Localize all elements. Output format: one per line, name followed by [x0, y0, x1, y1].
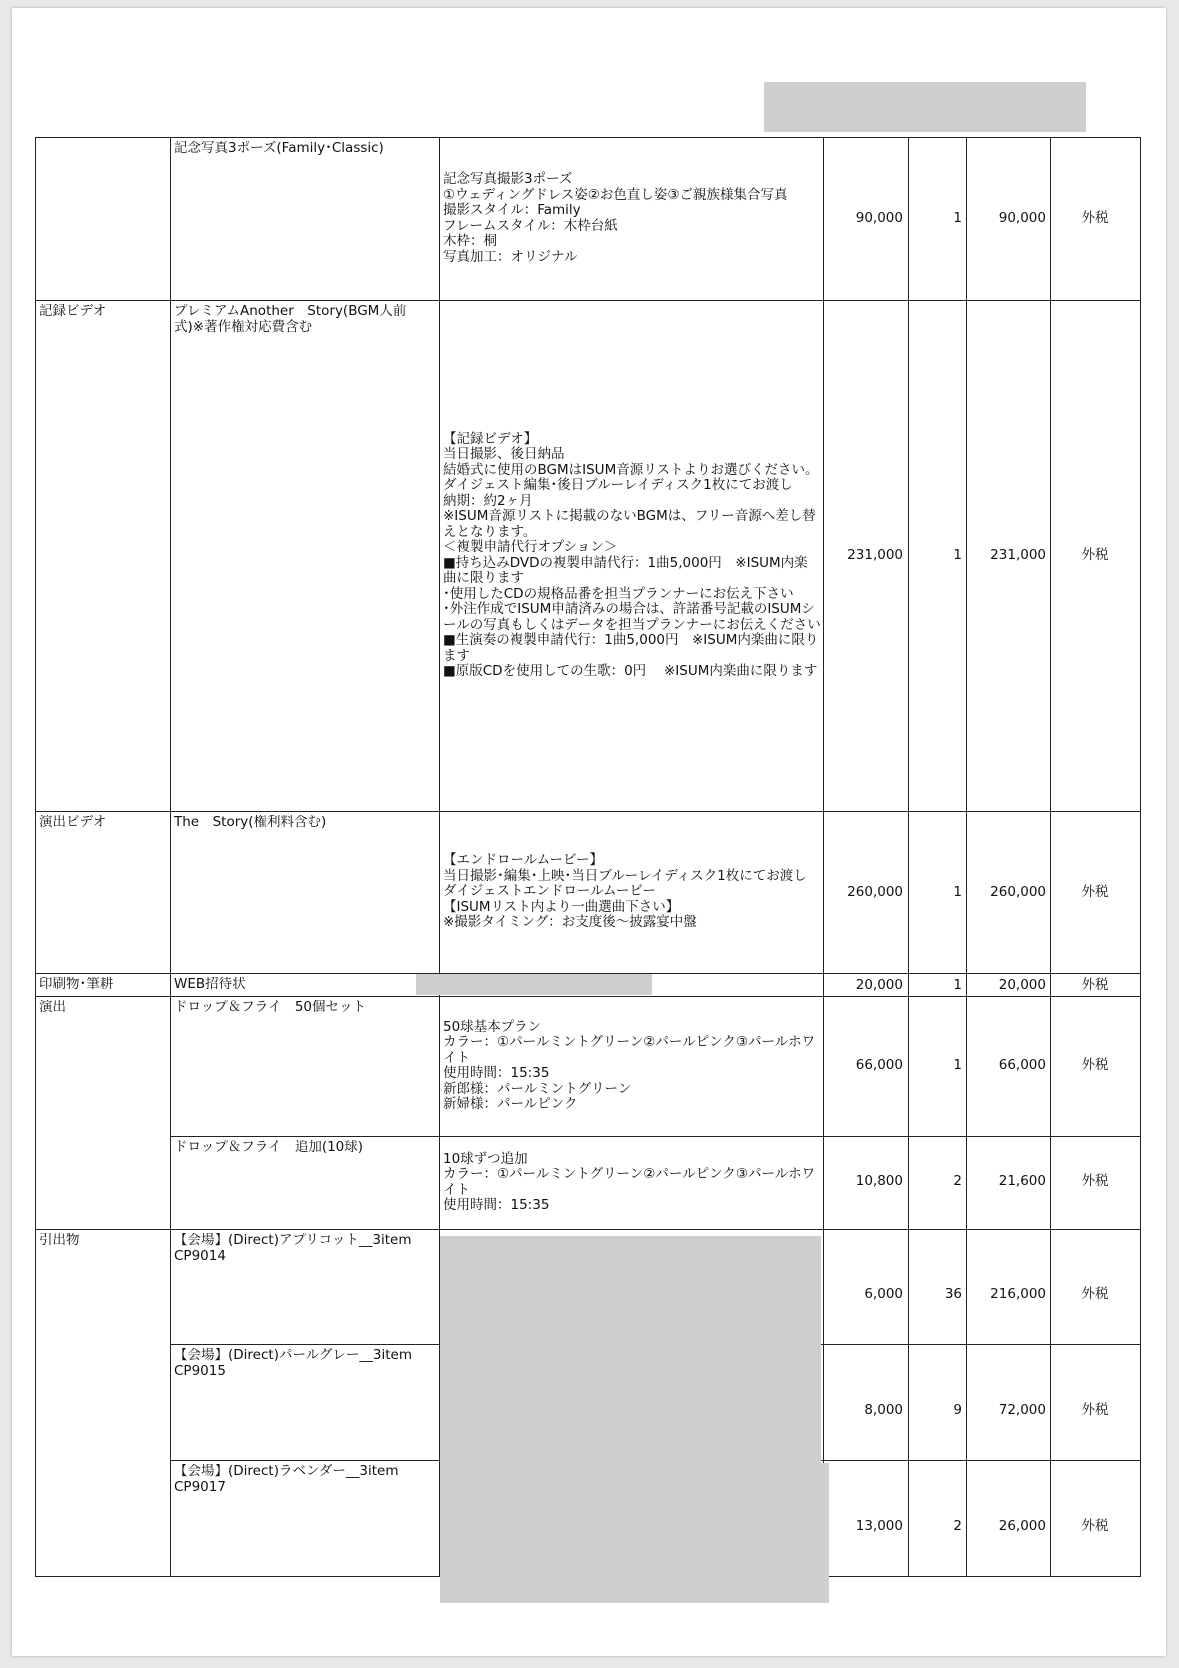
row-item-name: ドロップ＆フライ 追加(10球): [174, 1140, 364, 1155]
row-unit-price: 90,000: [855, 210, 903, 226]
row-category: 演出ビデオ: [39, 815, 107, 830]
row-unit-price: 20,000: [855, 977, 903, 993]
column-divider: [908, 137, 909, 1577]
row-unit-price: 13,000: [855, 1518, 903, 1534]
column-divider: [966, 137, 967, 1577]
row-quantity: 1: [953, 977, 962, 993]
row-amount: 231,000: [990, 547, 1046, 563]
row-item-name: 【会場】(Direct)パールグレー__3item CP9015: [174, 1348, 430, 1379]
row-item-name: プレミアムAnother Story(BGM人前式)※著作権対応費含む: [174, 304, 407, 335]
column-divider: [35, 137, 36, 1577]
redacted-header-block: [764, 82, 1086, 132]
row-quantity: 2: [953, 1173, 962, 1189]
row-unit-price: 8,000: [864, 1402, 903, 1418]
row-quantity: 1: [953, 210, 962, 226]
row-tax-type: 外税: [1081, 1518, 1109, 1534]
row-quantity: 1: [953, 884, 962, 900]
row-tax-type: 外税: [1081, 977, 1109, 993]
row-amount: 66,000: [998, 1057, 1046, 1073]
row-tax-type: 外税: [1081, 547, 1109, 563]
redacted-description: [440, 1236, 821, 1466]
redacted-description: [416, 974, 652, 995]
row-tax-type: 外税: [1081, 884, 1109, 900]
row-quantity: 9: [953, 1402, 962, 1418]
row-tax-type: 外税: [1081, 1286, 1109, 1302]
row-description: 10球ずつ追加 カラー：①パールミントグリーン②パールピンク③パールホワイト 使用時間：15:35: [443, 1150, 816, 1213]
row-description: 【記録ビデオ】 当日撮影、後日納品 結婚式に使用のBGMはISUM音源リストよりお選びください。 ダイジェスト編集･後日ブルーレイディスク1枚にてお渡し 納期：約2ヶ月 ※ISUM音源リストに掲載のないBGMは、フリー音源へ差し替えとなります。 ＜複製申請代行オプション＞ ■持ち込みDVDの複製申請代行：1曲5,000円 ※ISUM内楽曲に限ります ･使用したCDの規格品番を担当プランナーにお伝え下さい ･外注作成でISUM申請済みの場合は、許諾番号記載のISUMシールの写真もしくはデータを担当プランナーにお伝えください ■生演奏の複製申請代行：1曲5,000円 ※ISUM内楽曲に限ります ■原版CDを使用しての生歌：0円 ※ISUM内楽曲に限ります: [443, 430, 821, 679]
row-category: 印刷物･筆耕: [39, 977, 114, 992]
row-unit-price: 231,000: [847, 547, 903, 563]
row-divider: [35, 1229, 1141, 1230]
row-amount: 21,600: [998, 1173, 1046, 1189]
row-quantity: 36: [944, 1286, 962, 1302]
row-description: 【エンドロールムービー】 当日撮影･編集･上映･当日ブルーレイディスク1枚にてお渡し ダイジェストエンドロールムービー 【ISUMリスト内より一曲選曲下さい】 ※撮影タイミング：お支度後～披露宴中盤: [443, 852, 807, 931]
row-quantity: 1: [953, 1057, 962, 1073]
row-tax-type: 外税: [1081, 1173, 1109, 1189]
document-page: [12, 8, 1166, 1656]
row-amount: 260,000: [990, 884, 1046, 900]
row-tax-type: 外税: [1081, 1057, 1109, 1073]
row-unit-price: 6,000: [864, 1286, 903, 1302]
row-amount: 72,000: [998, 1402, 1046, 1418]
row-item-name: ドロップ＆フライ 50個セット: [174, 1000, 367, 1015]
row-item-name: WEB招待状: [174, 977, 246, 992]
row-quantity: 2: [953, 1518, 962, 1534]
row-item-name: The Story(権利料含む): [174, 815, 327, 830]
row-category: 引出物: [39, 1233, 80, 1248]
row-tax-type: 外税: [1081, 1402, 1109, 1418]
column-divider: [1140, 137, 1141, 1577]
row-item-name: 【会場】(Direct)アプリコット__3item CP9014: [174, 1233, 425, 1264]
row-tax-type: 外税: [1081, 210, 1109, 226]
row-item-name: 記念写真3ポーズ(Family･Classic): [174, 141, 384, 156]
column-divider: [170, 137, 171, 1577]
redacted-description: [440, 1463, 829, 1603]
row-unit-price: 260,000: [847, 884, 903, 900]
row-item-name: 【会場】(Direct)ラベンダー__3item CP9017: [174, 1464, 413, 1495]
row-description: 記念写真撮影3ポーズ ①ウェディングドレス姿②お色直し姿③ご親族様集合写真 撮影スタイル：Family フレームスタイル：木枠台紙 木枠：桐 写真加工：オリジナル: [443, 171, 788, 265]
column-divider: [823, 137, 824, 1577]
row-unit-price: 66,000: [855, 1057, 903, 1073]
row-amount: 216,000: [990, 1286, 1046, 1302]
column-divider: [1050, 137, 1051, 1577]
row-unit-price: 10,800: [855, 1173, 903, 1189]
row-quantity: 1: [953, 547, 962, 563]
row-amount: 26,000: [998, 1518, 1046, 1534]
row-category: 記録ビデオ: [39, 304, 107, 319]
row-category: 演出: [39, 1000, 66, 1015]
row-amount: 90,000: [998, 210, 1046, 226]
row-description: 50球基本プラン カラー：①パールミントグリーン②パールピンク③パールホワイト 使用時間：15:35 新郎様：パールミントグリーン 新婦様：パールピンク: [443, 1018, 816, 1112]
row-amount: 20,000: [998, 977, 1046, 993]
